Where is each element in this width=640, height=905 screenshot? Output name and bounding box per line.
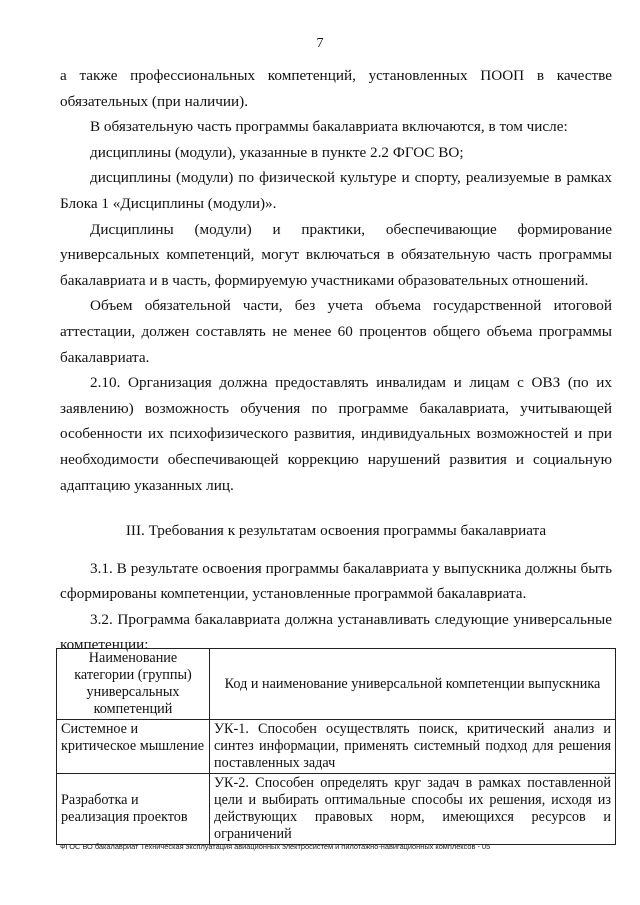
header-category: Наименование категории (группы) универсальных компетенций [57, 649, 210, 720]
section-heading: III. Требования к результатам освоения программы бакалавриата [125, 522, 547, 540]
paragraph: 3.1. В результате освоения программы бакалавриата у выпускника должны быть сформированы компетенции, установленные программой бакалавриата. [60, 559, 612, 603]
paragraph: дисциплины (модули), указанные в пункте 2.2 ФГОС ВО; [90, 143, 464, 161]
page-number: 7 [316, 36, 324, 51]
header-competency: Код и наименование универсальной компетенции выпускника [210, 649, 616, 720]
table-row [57, 774, 616, 845]
paragraph: а также профессиональных компетенций, установленных ПООП в качестве обязательных (при наличии). [60, 67, 612, 110]
paragraph: 2.10. Организация должна предоставлять инвалидам и лицам с ОВЗ (по их заявлению) возможность обучения по программе бакалавриата, учитывающей особенности их психофизического развития, индивидуальных возможностей и при необходимости обеспечивающей коррекцию нарушений развития и социальную адаптацию указанных лиц. [60, 374, 612, 494]
category-cell: Разработка и реализация проектов [57, 774, 210, 845]
table-row [57, 720, 616, 774]
competency-cell: УК-2. Способен определять круг задач в рамках поставленной цели и выбирать оптимальные способы их решения, исходя из действующих правовых норм, имеющихся ресурсов и ограничений [210, 774, 616, 845]
paragraph: дисциплины (модули) по физической культуре и спорту, реализуемые в рамках Блока 1 «Дисциплины (модули)». [60, 169, 612, 212]
paragraph: Дисциплины (модули) и практики, обеспечивающие формирование универсальных компетенций, могут включаться в обязательную часть программы бакалавриата и в часть, формируемую участниками образовательных отношений. [60, 220, 612, 289]
competency-cell: УК-1. Способен осуществлять поиск, критический анализ и синтез информации, применять системный подход для решения поставленных задач [210, 720, 616, 774]
competencies-table [56, 648, 616, 845]
document-body [60, 63, 612, 658]
table-header-row [57, 649, 616, 720]
paragraph: 3.2. Программа бакалавриата должна устанавливать следующие универсальные компетенции: [60, 610, 612, 654]
category-cell: Системное и критическое мышление [57, 720, 210, 774]
paragraph: В обязательную часть программы бакалавриата включаются, в том числе: [90, 118, 568, 136]
paragraph: Объем обязательной части, без учета объема государственной итоговой аттестации, должен составлять не менее 60 процентов общего объема программы бакалавриата. [60, 297, 612, 366]
footer-note: ФГОС ВО бакалавриат Техническая эксплуатация авиационных электросистем и пилотажно-навигационных комплексов - 05 [60, 842, 491, 851]
